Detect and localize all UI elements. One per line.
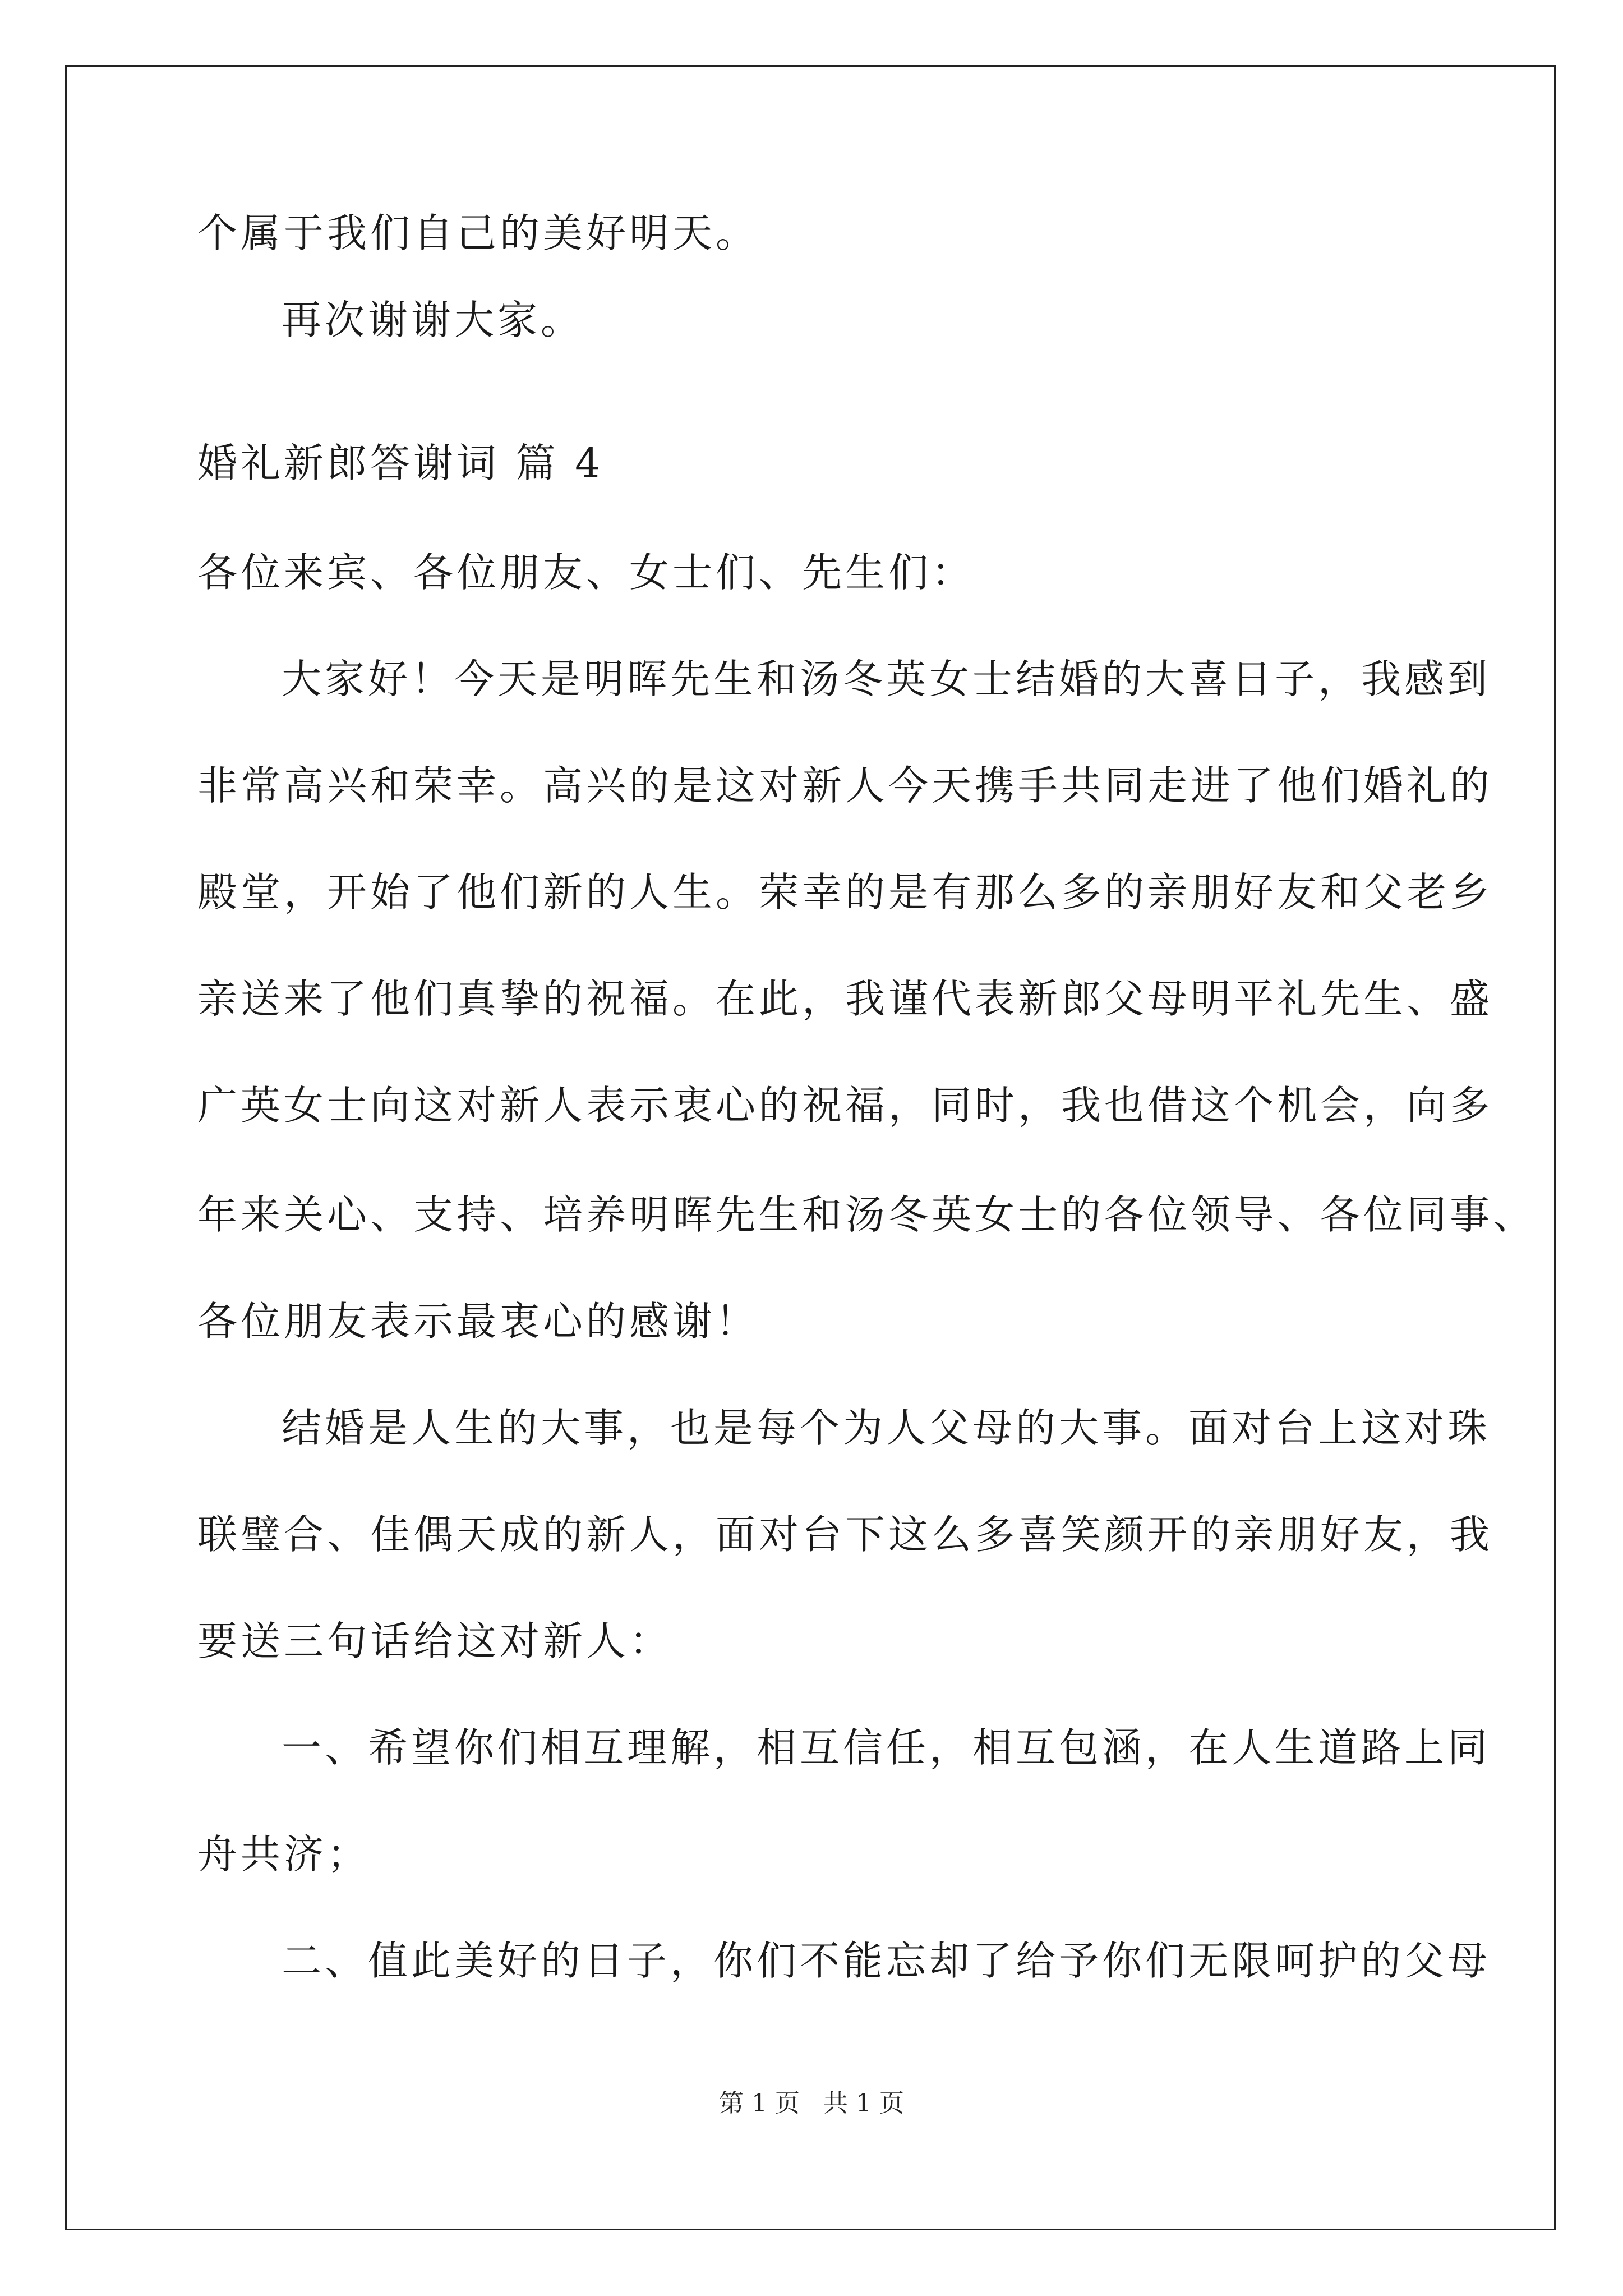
section-heading: 婚礼新郎答谢词 篇 4 xyxy=(197,440,604,486)
paragraph-line: 再次谢谢大家。 xyxy=(282,297,584,343)
page-footer: 第 1 页 共 1 页 xyxy=(719,2089,904,2118)
paragraph-line: 广英女士向这对新人表示衷心的祝福，同时，我也借这个机会，向多 xyxy=(197,1082,1493,1129)
paragraph-line: 亲送来了他们真挚的祝福。在此，我谨代表新郎父母明平礼先生、盛 xyxy=(197,976,1493,1022)
paragraph-line: 结婚是人生的大事，也是每个为人父母的大事。面对台上这对珠 xyxy=(282,1405,1491,1451)
paragraph-line: 各位来宾、各位朋友、女士们、先生们： xyxy=(197,549,975,596)
paragraph-line: 殿堂，开始了他们新的人生。荣幸的是有那么多的亲朋好友和父老乡 xyxy=(197,869,1493,915)
paragraph-line: 大家好！今天是明晖先生和汤冬英女士结婚的大喜日子，我感到 xyxy=(282,656,1491,702)
paragraph-line: 二、值此美好的日子，你们不能忘却了给予你们无限呵护的父母 xyxy=(282,1938,1491,1984)
paragraph-line: 联璧合、佳偶天成的新人，面对台下这么多喜笑颜开的亲朋好友，我 xyxy=(197,1511,1493,1558)
paragraph-line: 舟共济； xyxy=(197,1831,371,1878)
page-frame xyxy=(65,65,1556,2230)
paragraph-line: 个属于我们自己的美好明天。 xyxy=(197,210,759,256)
paragraph-line: 非常高兴和荣幸。高兴的是这对新人今天携手共同走进了他们婚礼的 xyxy=(197,762,1493,809)
paragraph-line: 各位朋友表示最衷心的感谢！ xyxy=(197,1298,759,1345)
paragraph-line: 一、希望你们相互理解，相互信任，相互包涵，在人生道路上同 xyxy=(282,1724,1491,1771)
paragraph-line: 要送三句话给这对新人： xyxy=(197,1618,673,1664)
paragraph-line: 年来关心、支持、培养明晖先生和汤冬英女士的各位领导、各位同事、 xyxy=(197,1191,1537,1238)
